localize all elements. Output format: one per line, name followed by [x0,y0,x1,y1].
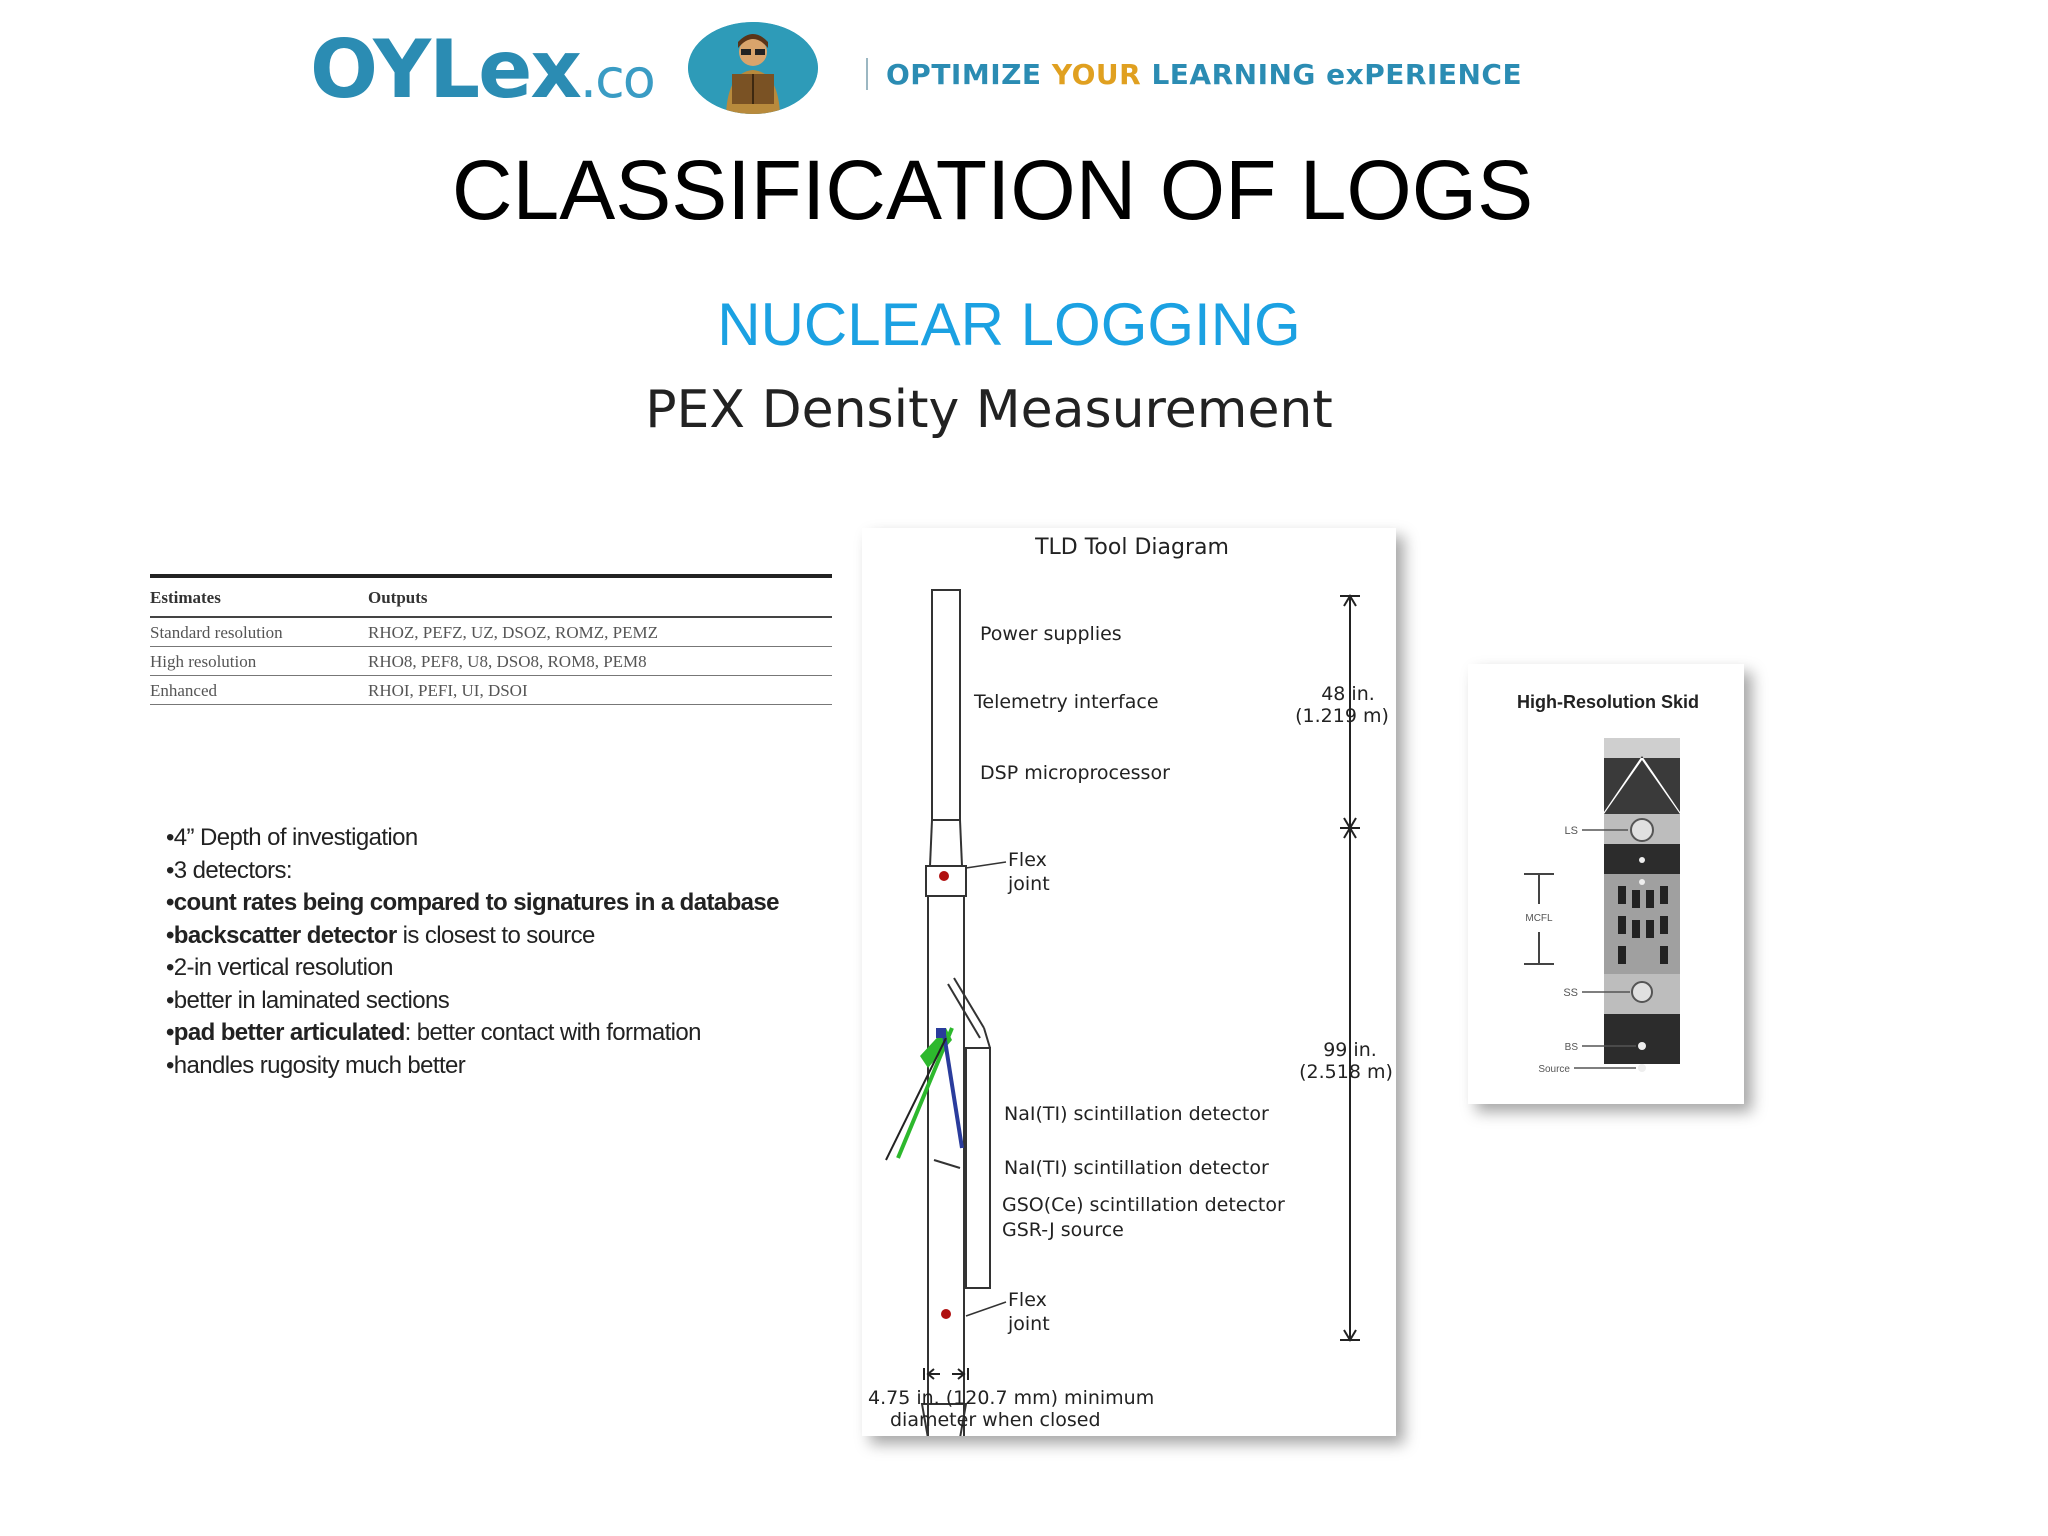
label-dsp: DSP microprocessor [980,762,1170,784]
table-cell-outputs: RHO8, PEF8, U8, DSO8, ROM8, PEM8 [368,647,832,676]
label-bs: BS [1564,1042,1578,1053]
table-row [150,617,832,647]
label-power-supplies: Power supplies [980,623,1122,645]
pad-arm-black [886,1038,946,1160]
estimates-table [150,574,832,705]
table-cell-estimate: High resolution [150,647,368,676]
header-estimates: Estimates [150,576,368,617]
tagline-part-2: YOUR [1051,58,1152,91]
slide-subtitle: NUCLEAR LOGGING [717,291,1301,358]
ss-detector-icon [1632,982,1652,1002]
table-cell-outputs: RHOI, PEFI, UI, DSOI [368,676,832,705]
skid-title: High-Resolution Skid [1517,692,1699,712]
tagline-part-3: LEARNING exPERIENCE [1151,58,1523,91]
label-gso: GSO(Ce) scintillation detector [1002,1194,1285,1216]
flex-joint-top-icon [939,871,949,881]
label-telemetry: Telemetry interface [974,691,1159,713]
label-nai-2: NaI(TI) scintillation detector [1004,1157,1269,1179]
high-resolution-skid-diagram [1468,664,1744,1104]
label-source: Source [1538,1064,1570,1075]
tagline-part-1: OPTIMIZE [886,58,1052,91]
logo-main-text: OYLex [310,23,580,116]
label-ss: SS [1563,987,1578,999]
header-divider [866,58,868,90]
dim-99-m: (2.518 m) [1299,1061,1393,1083]
label-flex-1b: joint [1008,873,1050,895]
section-title: PEX Density Measurement [645,380,1333,440]
label-diameter-a: 4.75 in. (120.7 mm) minimum [868,1387,1155,1409]
bullet-item: •2-in vertical resolution [166,954,393,981]
tld-title: TLD Tool Diagram [1035,535,1229,560]
bullet-item: •count rates being compared to signatures in a database [166,889,779,916]
tagline [886,58,1522,91]
label-ls: LS [1564,825,1578,837]
ls-detector-icon [1631,819,1653,841]
slide-title: CLASSIFICATION OF LOGS [451,143,1534,237]
pad-arm-blue [944,1034,962,1148]
label-flex-2a: Flex [1008,1289,1047,1311]
header-outputs: Outputs [368,576,832,617]
bullet-item: •backscatter detector is closest to source [166,921,595,949]
label-flex-1a: Flex [1008,849,1047,871]
table-cell-estimate: Enhanced [150,676,368,705]
dim-99-in: 99 in. [1323,1039,1377,1061]
bullet-item: •handles rugosity much better [166,1051,466,1079]
label-nai-1: NaI(TI) scintillation detector [1004,1103,1269,1125]
dim-48-m: (1.219 m) [1295,705,1389,727]
oylex-logo [310,23,654,116]
dim-48-in: 48 in. [1321,683,1375,705]
pad-joint [936,1028,946,1038]
source-icon [1638,1064,1646,1072]
bullet-item: •3 detectors: [166,856,293,884]
label-flex-2b: joint [1008,1313,1050,1335]
table-cell-estimate: Standard resolution [150,617,368,647]
table-header-row [150,576,832,617]
bullet-list [166,822,779,1082]
label-mcfl: MCFL [1525,913,1553,924]
diameter-dimension [924,1368,968,1380]
tld-tool-diagram [862,528,1396,1436]
bs-detector-icon [1638,1042,1646,1050]
bullet-item: •4” Depth of investigation [166,824,418,851]
tool-string-drawing [922,590,990,1436]
reader-logo-icon [688,22,818,114]
logo-suffix-text: .co [579,47,654,110]
bullet-item: •better in laminated sections [166,986,450,1014]
label-gsr: GSR-J source [1002,1219,1124,1241]
table-cell-outputs: RHOZ, PEFZ, UZ, DSOZ, ROMZ, PEMZ [368,617,832,647]
label-diameter-b: diameter when closed [890,1409,1101,1431]
table-row [150,647,832,676]
flex-joint-bottom-icon [941,1309,951,1319]
table-row [150,676,832,705]
bullet-item: •pad better articulated: better contact with formation [166,1019,701,1046]
skid-body [1604,738,1680,1064]
